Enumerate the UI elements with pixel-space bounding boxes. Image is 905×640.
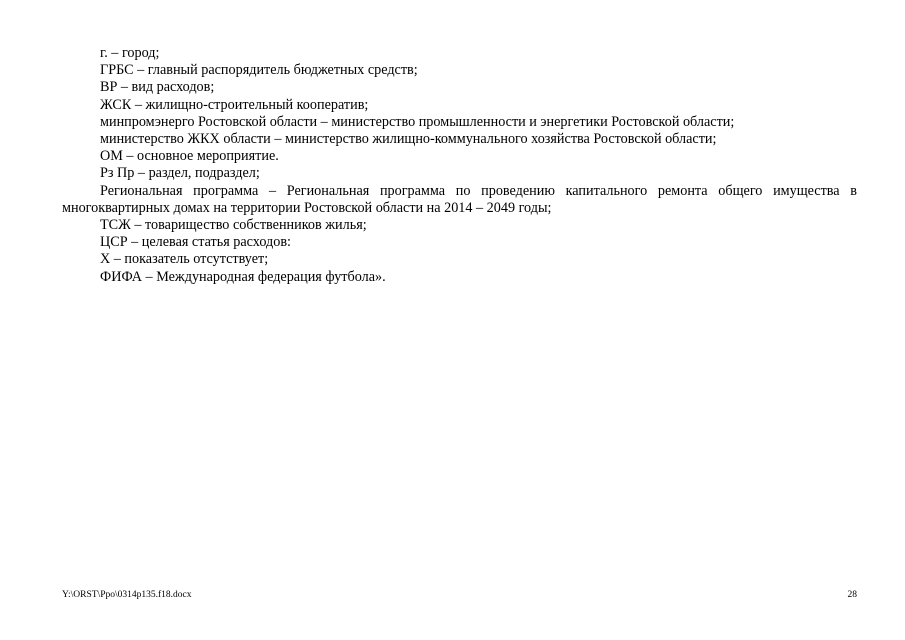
abbreviation-item: ТСЖ – товарищество собственников жилья;	[100, 217, 367, 234]
abbreviation-item: г. – город;	[100, 45, 160, 61]
abbreviation-item: Рз Пр – раздел, подраздел;	[100, 165, 260, 182]
abbreviation-item: ВР – вид расходов;	[100, 79, 215, 96]
abbreviation-item: ЦСР – целевая статья расходов:	[100, 234, 291, 251]
abbreviation-list	[62, 45, 857, 286]
abbreviation-item: Х – показатель отсутствует;	[100, 251, 269, 268]
abbreviation-item: ЖСК – жилищно-строительный кооператив;	[100, 96, 369, 113]
abbreviation-item: Региональная программа – Региональная программа по проведению капитального ремонта общего имущества в многоквартирных домах на территории Ростовской области на 2014 – 2049 годы;	[62, 182, 857, 216]
footer-page-number: 28	[847, 590, 857, 600]
abbreviation-item: минпромэнерго Ростовской области – министерство промышленности и энергетики Ростовской области;	[100, 113, 735, 130]
abbreviation-item: ГРБС – главный распорядитель бюджетных средств;	[100, 62, 418, 79]
abbreviation-item: министерство ЖКХ области – министерство жилищно-коммунального хозяйства Ростовской области;	[100, 131, 717, 148]
abbreviation-item: ФИФА – Международная федерация футбола».	[100, 268, 386, 285]
footer-file-path: Y:\ORST\Ppo\0314p135.f18.docx	[62, 590, 192, 600]
abbreviation-item: ОМ – основное мероприятие.	[100, 148, 279, 165]
